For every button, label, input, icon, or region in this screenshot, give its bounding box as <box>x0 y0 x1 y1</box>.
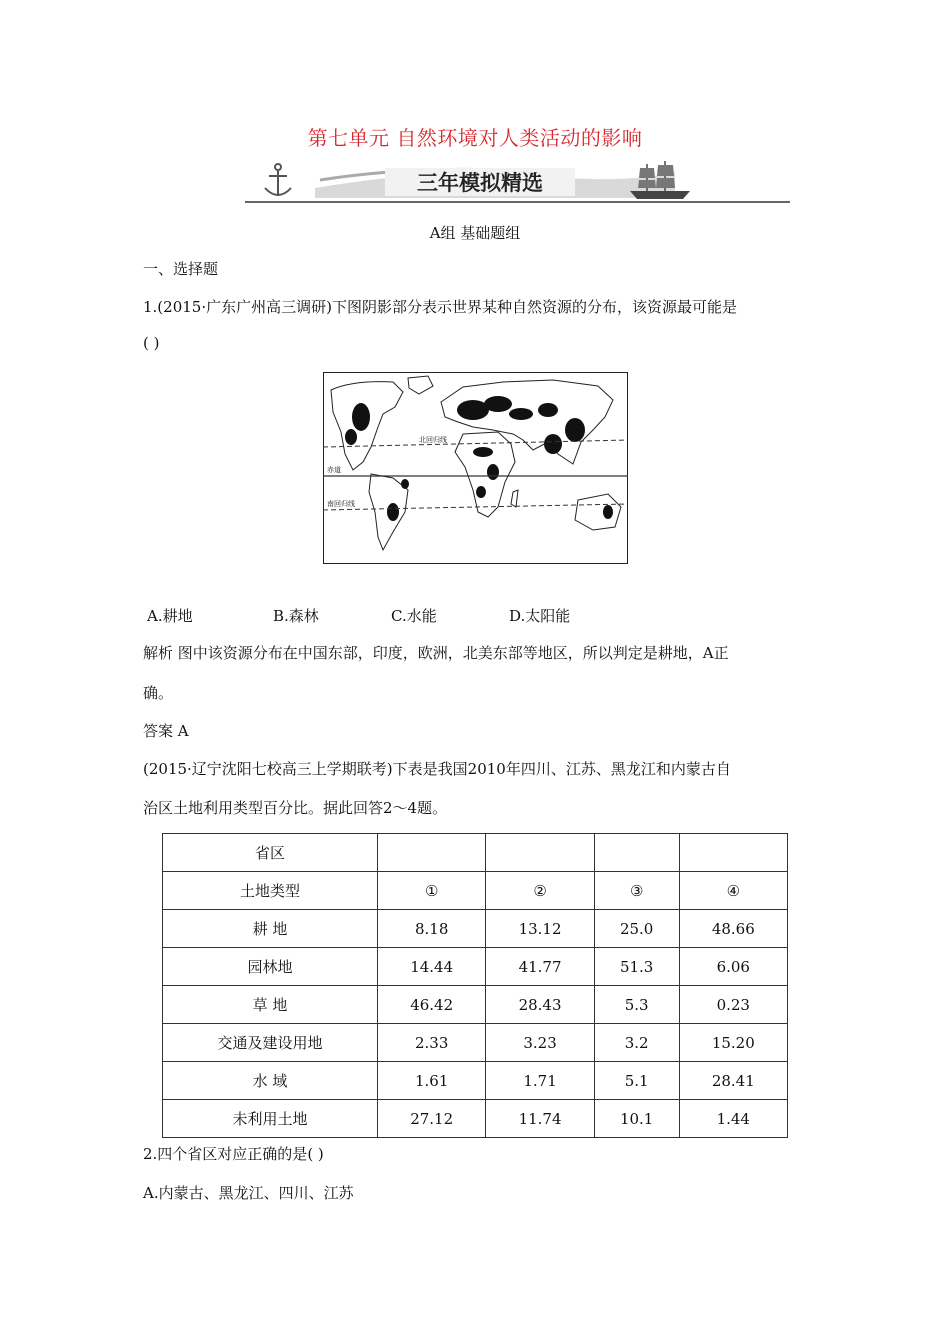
table-cell: 41.77 <box>486 948 594 986</box>
table-cell: 3.23 <box>486 1024 594 1062</box>
table-cell: 25.0 <box>594 910 679 948</box>
table-row <box>163 948 788 986</box>
world-map-figure <box>323 372 628 564</box>
tropic-north-label: 北回归线 <box>419 436 447 444</box>
table-cell: 园林地 <box>163 948 378 986</box>
table-cell: 5.3 <box>594 986 679 1024</box>
table-cell: 48.66 <box>679 910 787 948</box>
table-cell: 14.44 <box>378 948 486 986</box>
tropic-south-label: 南回归线 <box>327 500 355 508</box>
banner <box>245 158 790 206</box>
table-cell: 草 地 <box>163 986 378 1024</box>
analysis-line-2: 确。 <box>143 684 174 702</box>
table-cell: ③ <box>594 872 679 910</box>
table-cell: 1.61 <box>378 1062 486 1100</box>
table-cell: 2.33 <box>378 1024 486 1062</box>
table-cell <box>594 834 679 872</box>
table-row <box>163 986 788 1024</box>
table-cell: 51.3 <box>594 948 679 986</box>
table-cell: 11.74 <box>486 1100 594 1138</box>
table-cell: 10.1 <box>594 1100 679 1138</box>
table-cell: 1.71 <box>486 1062 594 1100</box>
equator-label: 赤道 <box>327 466 341 474</box>
table-cell: 6.06 <box>679 948 787 986</box>
unit-title: 第七单元 自然环境对人类活动的影响 <box>307 126 643 150</box>
question-1-options <box>147 605 570 626</box>
table-row <box>163 1024 788 1062</box>
table-header-row <box>163 834 788 872</box>
table-cell: 未利用土地 <box>163 1100 378 1138</box>
passage-line-2: 治区土地利用类型百分比。据此回答2～4题。 <box>143 799 448 817</box>
table-row <box>163 1062 788 1100</box>
table-cell: 27.12 <box>378 1100 486 1138</box>
section-heading: 一、选择题 <box>143 260 219 278</box>
table-cell: 水 域 <box>163 1062 378 1100</box>
table-cell: ② <box>486 872 594 910</box>
question-1-stem: 1.(2015·广东广州高三调研)下图阴影部分表示世界某种自然资源的分布，该资源最可能是 <box>143 298 737 316</box>
table-cell: 5.1 <box>594 1062 679 1100</box>
question-2-option-a: A.内蒙古、黑龙江、四川、江苏 <box>143 1184 354 1202</box>
option-a: A.耕地 <box>147 607 193 625</box>
group-title: A组 基础题组 <box>429 224 521 242</box>
anchor-icon <box>265 164 291 196</box>
option-b: B.森林 <box>273 607 319 625</box>
table-row <box>163 910 788 948</box>
table-cell: 46.42 <box>378 986 486 1024</box>
land-use-table <box>162 833 788 1138</box>
answer-line: 答案 A <box>143 722 189 740</box>
table-cell <box>486 834 594 872</box>
table-cell: 8.18 <box>378 910 486 948</box>
table-cell: ① <box>378 872 486 910</box>
question-1-blank: ( ) <box>143 334 160 352</box>
table-header-row <box>163 872 788 910</box>
table-cell <box>378 834 486 872</box>
table-cell: 1.44 <box>679 1100 787 1138</box>
passage-line-1: (2015·辽宁沈阳七校高三上学期联考)下表是我国2010年四川、江苏、黑龙江和内蒙古自 <box>143 760 731 778</box>
table-cell: 13.12 <box>486 910 594 948</box>
table-cell <box>679 834 787 872</box>
table-cell: 交通及建设用地 <box>163 1024 378 1062</box>
analysis-line-1: 解析 图中该资源分布在中国东部，印度，欧洲，北美东部等地区，所以判定是耕地，A正 <box>143 644 729 662</box>
banner-text: 三年模拟精选 <box>417 171 543 195</box>
table-cell: ④ <box>679 872 787 910</box>
table-cell: 耕 地 <box>163 910 378 948</box>
ship-icon <box>630 161 690 199</box>
table-cell: 28.41 <box>679 1062 787 1100</box>
banner-graphic <box>245 158 790 206</box>
option-c: C.水能 <box>391 607 437 625</box>
table-row <box>163 1100 788 1138</box>
question-2-stem: 2.四个省区对应正确的是( ) <box>143 1145 324 1163</box>
table-cell: 3.2 <box>594 1024 679 1062</box>
table-cell: 28.43 <box>486 986 594 1024</box>
table-cell: 土地类型 <box>163 872 378 910</box>
table-cell: 省区 <box>163 834 378 872</box>
table-cell: 15.20 <box>679 1024 787 1062</box>
option-d: D.太阳能 <box>509 607 571 625</box>
table-cell: 0.23 <box>679 986 787 1024</box>
